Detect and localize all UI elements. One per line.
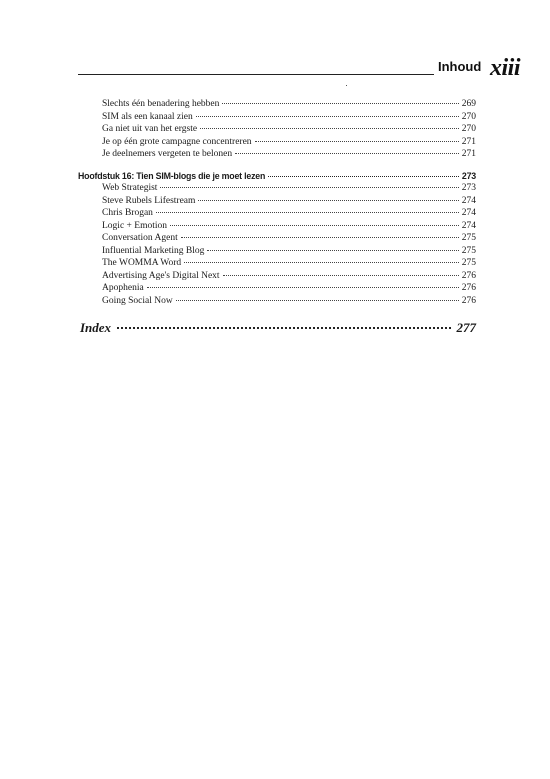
toc-entry[interactable] bbox=[102, 98, 476, 111]
toc-chapter-page: 273 bbox=[461, 170, 476, 181]
dot-leader bbox=[198, 200, 458, 201]
toc-entry-page: 275 bbox=[461, 258, 476, 268]
toc-entry-page: 275 bbox=[461, 245, 476, 256]
toc-chapter-label: Hoofdstuk 16: Tien SIM-blogs die je moet lezen bbox=[78, 170, 266, 181]
toc-entry-label: Web Strategist bbox=[102, 183, 158, 193]
toc-entry[interactable] bbox=[102, 182, 476, 195]
toc-chapter-heading[interactable] bbox=[78, 170, 476, 183]
toc-entry-page: 276 bbox=[461, 295, 476, 306]
running-header-title: Inhoud bbox=[438, 59, 482, 74]
toc-entry-label: Apophenia bbox=[102, 283, 144, 293]
toc-entry-label: Je deelnemers vergeten te belonen bbox=[102, 149, 233, 159]
print-speck bbox=[346, 85, 347, 86]
toc-section-1 bbox=[78, 98, 476, 307]
dot-leader bbox=[176, 300, 459, 301]
toc-entry-page: 269 bbox=[461, 99, 476, 109]
toc-entry-page: 271 bbox=[461, 149, 476, 159]
toc-entry-page: 274 bbox=[461, 195, 476, 206]
index-label: Index bbox=[80, 320, 112, 335]
dot-leader bbox=[222, 103, 458, 104]
index-page: 277 bbox=[456, 320, 476, 335]
dot-leader bbox=[156, 212, 459, 213]
toc-entry[interactable] bbox=[102, 111, 476, 124]
dot-leader bbox=[147, 287, 459, 288]
dot-leader bbox=[196, 116, 459, 117]
toc-entry[interactable] bbox=[102, 148, 476, 161]
toc-entry-page: 274 bbox=[461, 220, 476, 231]
toc-entry-page: 270 bbox=[461, 111, 476, 122]
dot-leader bbox=[255, 141, 459, 142]
dot-leader bbox=[200, 128, 459, 129]
toc-entry-label: Going Social Now bbox=[102, 295, 173, 306]
toc-entry-page: 274 bbox=[461, 208, 476, 218]
dot-leader bbox=[235, 153, 459, 154]
toc-entry-label: Conversation Agent bbox=[102, 233, 178, 243]
toc-entry-label: Slechts één benadering hebben bbox=[102, 99, 220, 109]
page-number-folio: xiii bbox=[490, 55, 521, 81]
toc-entry[interactable] bbox=[102, 245, 476, 258]
toc-entry[interactable] bbox=[102, 257, 476, 270]
dot-leader bbox=[268, 176, 459, 177]
toc-entry-page: 276 bbox=[461, 270, 476, 281]
toc-entry-page: 270 bbox=[461, 124, 476, 134]
toc-entry-page: 271 bbox=[461, 136, 476, 147]
dot-leader bbox=[207, 250, 458, 251]
toc-entry-page: 273 bbox=[461, 183, 476, 193]
toc-entry[interactable] bbox=[102, 220, 476, 233]
dot-leader bbox=[160, 187, 458, 188]
toc-index-entry[interactable] bbox=[80, 320, 476, 336]
toc-entry-label: Logic + Emotion bbox=[102, 220, 167, 231]
toc-entry[interactable] bbox=[102, 207, 476, 220]
toc-entry-label: SIM als een kanaal zien bbox=[102, 111, 193, 122]
toc-entry-label: Steve Rubels Lifestream bbox=[102, 195, 196, 206]
toc-entry-label: Je op één grote campagne concentreren bbox=[102, 136, 252, 147]
dot-leader bbox=[184, 262, 459, 263]
toc-entry[interactable] bbox=[102, 136, 476, 149]
toc-entry-page: 275 bbox=[461, 233, 476, 243]
toc-entry-label: Ga niet uit van het ergste bbox=[102, 124, 198, 134]
toc-entry-label: Advertising Age's Digital Next bbox=[102, 270, 220, 281]
toc-entry[interactable] bbox=[102, 232, 476, 245]
toc-entry-label: The WOMMA Word bbox=[102, 258, 182, 268]
dot-leader bbox=[181, 237, 459, 238]
dot-leader bbox=[223, 275, 459, 276]
toc-entry[interactable] bbox=[102, 195, 476, 208]
toc-entry[interactable] bbox=[102, 295, 476, 308]
toc-entry[interactable] bbox=[102, 282, 476, 295]
header-rule bbox=[78, 74, 434, 75]
dot-leader bbox=[117, 327, 450, 329]
toc-entry-page: 276 bbox=[461, 283, 476, 293]
dot-leader bbox=[170, 225, 459, 226]
toc-entry[interactable] bbox=[102, 270, 476, 283]
toc-entry[interactable] bbox=[102, 123, 476, 136]
toc-entry-label: Influential Marketing Blog bbox=[102, 245, 205, 256]
toc-entry-label: Chris Brogan bbox=[102, 208, 153, 218]
